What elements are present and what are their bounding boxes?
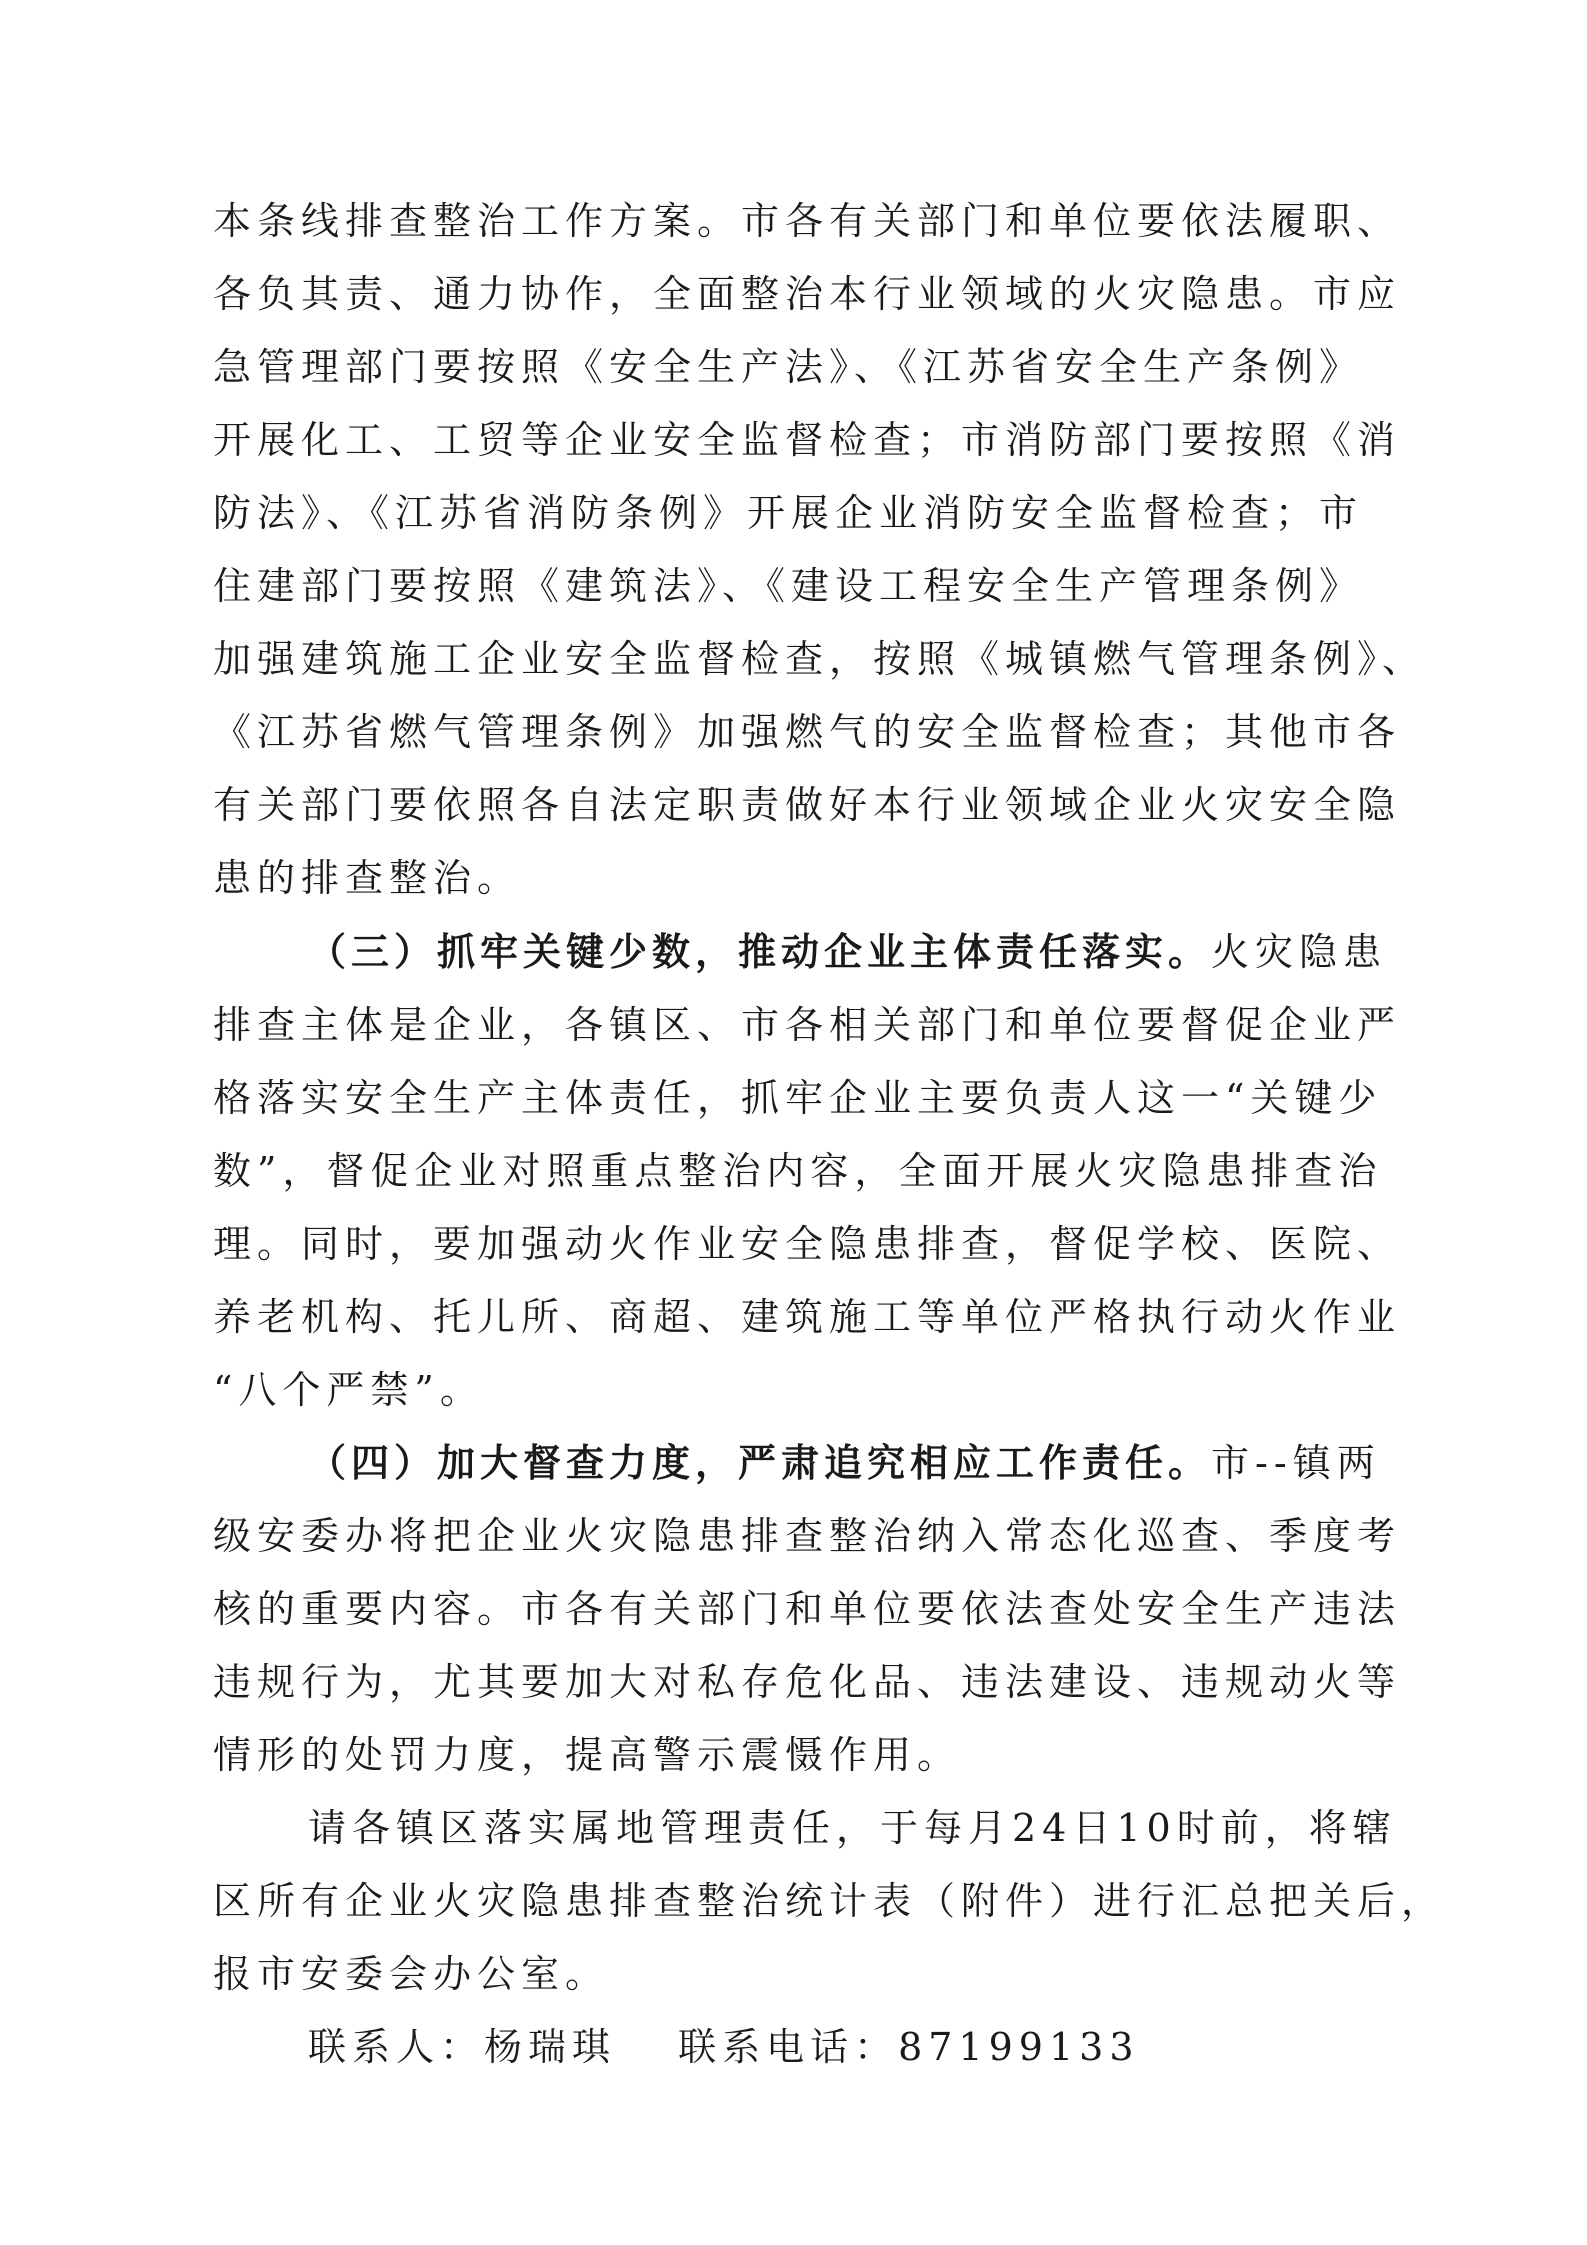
text-line: 急管理部门要按照《安全生产法》、《江苏省安全生产条例》 [213, 345, 1364, 389]
contact-line: 联系人：杨瑞琪 联系电话：87199133 [308, 2025, 1140, 2069]
text-line: 住建部门要按照《建筑法》、《建设工程安全生产管理条例》 [213, 564, 1364, 608]
section-text: 火灾隐患 [1211, 930, 1388, 974]
text-line: 请各镇区落实属地管理责任，于每月24日10时前，将辖 [308, 1806, 1397, 1850]
text-line: 排查主体是企业，各镇区、市各相关部门和单位要督促企业严 [213, 1003, 1402, 1047]
text-line: 开展化工、工贸等企业安全监督检查；市消防部门要按照《消 [213, 418, 1402, 462]
text-line: 核的重要内容。市各有关部门和单位要依法查处安全生产违法 [213, 1587, 1402, 1631]
text-line: 情形的处罚力度，提高警示震慑作用。 [213, 1733, 962, 1777]
section-paragraph-start [308, 1439, 1393, 1487]
section-heading-4: （四）加大督查力度，严肃追究相应工作责任。 [308, 1441, 1212, 1485]
text-line: 防法》、《江苏省消防条例》开展企业消防安全监督检查；市 [213, 491, 1364, 535]
text-line: 数”，督促企业对照重点整治内容，全面开展火灾隐患排查治 [213, 1149, 1383, 1193]
text-line: “八个严禁”。 [213, 1368, 484, 1412]
text-line: 格落实安全生产主体责任，抓牢企业主要负责人这一“关键少 [213, 1076, 1383, 1120]
text-line: 《江苏省燃气管理条例》加强燃气的安全监督检查；其他市各 [213, 710, 1402, 754]
text-line: 加强建筑施工企业安全监督检查，按照《城镇燃气管理条例》、 [213, 637, 1427, 681]
text-line: 患的排查整治。 [213, 856, 522, 900]
text-line: 级安委办将把企业火灾隐患排查整治纳入常态化巡查、季度考 [213, 1514, 1402, 1558]
text-line: 区所有企业火灾隐患排查整治统计表（附件）进行汇总把关后， [213, 1879, 1446, 1923]
text-line: 违规行为，尤其要加大对私存危化品、违法建设、违规动火等 [213, 1660, 1402, 1704]
text-line: 理。同时，要加强动火作业安全隐患排查，督促学校、医院、 [213, 1222, 1402, 1266]
section-paragraph-start [308, 928, 1393, 976]
text-line: 养老机构、托儿所、商超、建筑施工等单位严格执行动火作业 [213, 1295, 1402, 1339]
section-text: 市--镇两 [1211, 1441, 1381, 1485]
text-line: 本条线排查整治工作方案。市各有关部门和单位要依法履职、 [213, 199, 1402, 243]
text-line: 有关部门要依照各自法定职责做好本行业领域企业火灾安全隐 [213, 783, 1402, 827]
text-line: 报市安委会办公室。 [213, 1952, 610, 1996]
section-heading-3: （三）抓牢关键少数，推动企业主体责任落实。 [308, 930, 1212, 974]
text-line: 各负其责、通力协作，全面整治本行业领域的火灾隐患。市应 [213, 272, 1402, 316]
